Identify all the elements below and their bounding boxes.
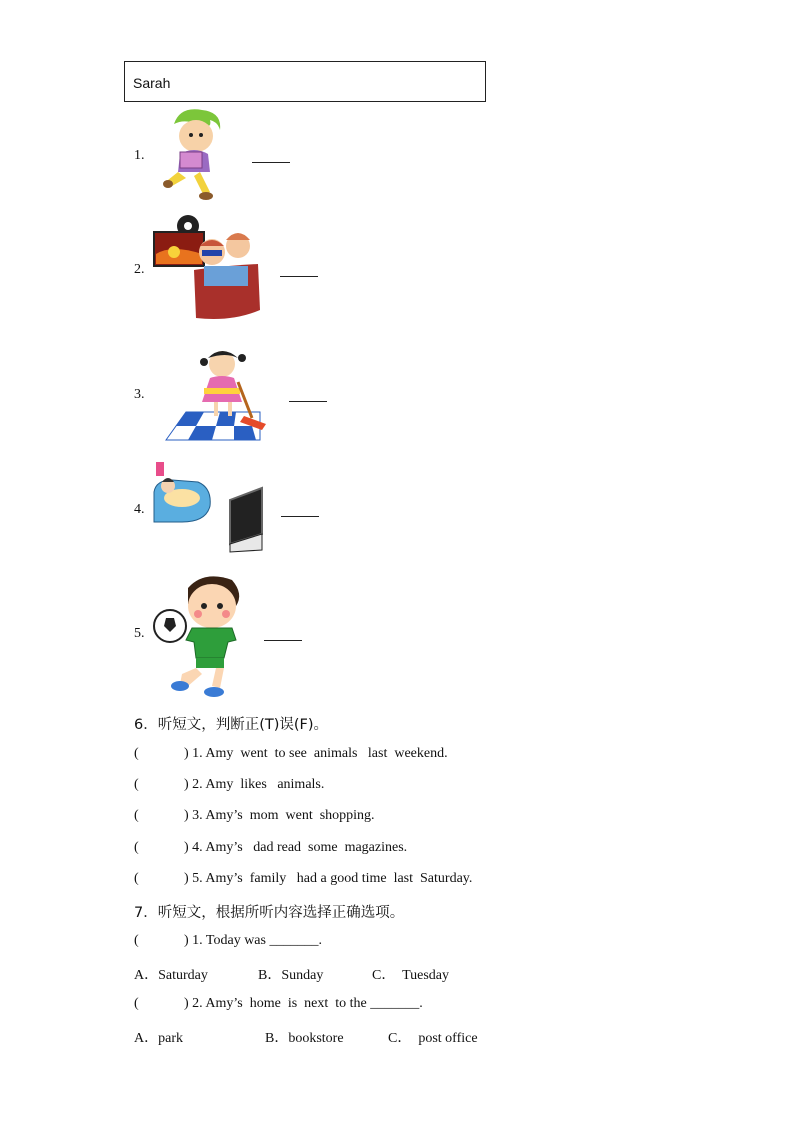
paren-open: ( <box>134 777 139 792</box>
answer-blank-3[interactable] <box>289 401 327 402</box>
section6-item-2 <box>134 777 324 793</box>
answer-blank-4[interactable] <box>281 516 319 517</box>
paren-open: ( <box>134 746 139 761</box>
item-text: ) 4. Amy’s dad read some magazines. <box>184 840 408 855</box>
picture-number-2: 2. <box>134 262 145 277</box>
section7-question-2 <box>134 996 423 1012</box>
question-text: ) 2. Amy’s home is next to the _______. <box>184 996 423 1011</box>
answer-blank-2[interactable] <box>280 276 318 277</box>
answer-blank-1[interactable] <box>252 162 290 163</box>
section7-q1-option-b: B．Sunday <box>258 968 324 983</box>
name-box-text: Sarah <box>133 75 171 91</box>
section6-heading: 6．听短文，判断正(T)误(F)。 <box>134 717 329 733</box>
item-text: ) 3. Amy’s mom went shopping. <box>184 808 375 823</box>
boy-reading-book-icon <box>160 106 226 202</box>
picture-number-1: 1. <box>134 148 145 163</box>
boy-playing-football-icon <box>152 570 244 698</box>
section6-item-4 <box>134 840 407 856</box>
item-text: ) 2. Amy likes animals. <box>184 777 325 792</box>
sleeping-and-tv-icon <box>152 462 266 554</box>
section7-q2-option-b: B．bookstore <box>265 1031 344 1046</box>
item-text: ) 5. Amy’s family had a good time last Saturday. <box>184 871 473 886</box>
paren-open: ( <box>134 996 139 1011</box>
paren-open: ( <box>134 840 139 855</box>
paren-open: ( <box>134 933 139 948</box>
section6-item-1 <box>134 746 448 762</box>
section7-q2-option-c: C． post office <box>388 1031 478 1046</box>
section7-question-1 <box>134 933 322 949</box>
section7-q1-option-a: A．Saturday <box>134 968 208 983</box>
answer-blank-5[interactable] <box>264 640 302 641</box>
picture-number-4: 4. <box>134 502 145 517</box>
section6-item-3 <box>134 808 375 824</box>
paren-open: ( <box>134 871 139 886</box>
kids-watching-film-icon <box>152 214 264 322</box>
picture-number-3: 3. <box>134 387 145 402</box>
name-box <box>124 61 486 102</box>
item-text: ) 1. Amy went to see animals last weekend. <box>184 746 448 761</box>
question-text: ) 1. Today was _______. <box>184 933 322 948</box>
section7-q2-option-a: A．park <box>134 1031 183 1046</box>
section7-heading: 7．听短文，根据所听内容选择正确选项。 <box>134 905 405 921</box>
section6-item-5 <box>134 871 472 887</box>
picture-number-5: 5. <box>134 626 145 641</box>
girl-sweeping-floor-icon <box>156 344 268 446</box>
paren-open: ( <box>134 808 139 823</box>
section7-q1-option-c: C． Tuesday <box>372 968 450 983</box>
